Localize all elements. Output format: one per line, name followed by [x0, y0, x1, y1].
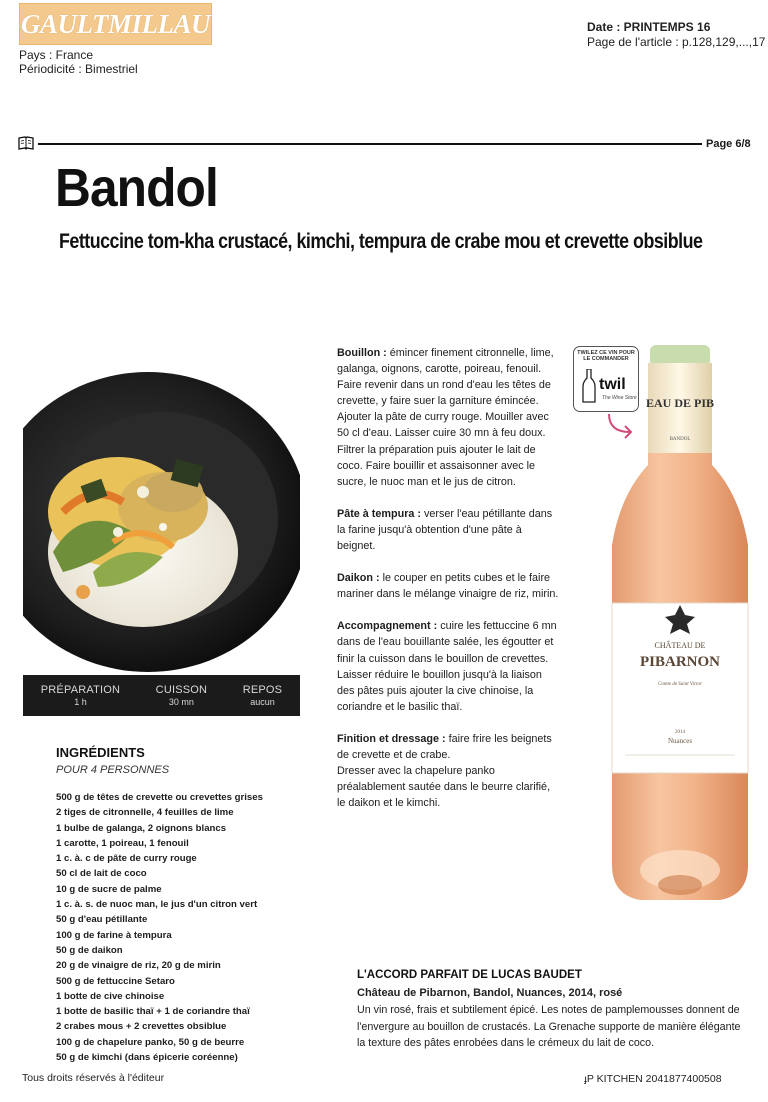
step-label: Finition et dressage :: [337, 732, 446, 745]
ingredient-item: 50 g de kimchi (dans épicerie coréenne): [56, 1052, 238, 1064]
ingredients-title: INGRÉDIENTS: [56, 745, 145, 760]
twil-callout[interactable]: [573, 346, 639, 412]
ingredient-item: 1 botte de basilic thaï + 1 de coriandre thaï: [56, 1006, 250, 1018]
ingredient-item: 10 g de sucre de palme: [56, 883, 162, 895]
article-subtitle: Fettuccine tom-kha crustacé, kimchi, tempura de crabe mou et crevette obsiblue: [59, 229, 703, 253]
bottle-cuvee: Nuances: [667, 737, 693, 745]
ingredient-item: 50 cl de lait de coco: [56, 868, 147, 880]
step-text: cuire les fettuccine 6 mn dans de l'eau bouillante salée, les égoutter et finir la cuisson dans le bouillon de crevettes. Laisser réduire le bouillon jusqu'à la liaison des pâtes puis ajouter la cive chinoise, la coriandre et le basilic thaï.: [337, 620, 557, 713]
bottle-neck-label: EAU DE PIB: [645, 396, 715, 410]
preparation-info: [41, 684, 120, 707]
method-step-accompagnement: [337, 618, 560, 715]
bottle-chateau-line2: PIBARNON: [639, 654, 721, 670]
accord-text: Un vin rosé, frais et subtilement épicé. Les notes de pamplemousses donnent de l'envergure au bouillon de crustacés. La Grenache supporte de manière élégante la texture des pâtes enrobées dans le crémeux du lait de coco.: [357, 1004, 741, 1049]
method-step-tempura: [337, 506, 560, 554]
publication-logo: [19, 3, 212, 45]
ingredient-item: 2 crabes mous + 2 crevettes obsiblue: [56, 1021, 227, 1033]
ingredient-item: 50 g d'eau pétillante: [56, 914, 148, 926]
ingredient-item: 100 g de chapelure panko, 50 g de beurre: [56, 1036, 245, 1048]
step-text: verser l'eau pétillante dans la farine jusqu'à obtention d'une pâte à beignet.: [337, 507, 553, 553]
article-title: Bandol: [55, 158, 218, 218]
footer-ref: ɟP KITCHEN 2041877400508: [584, 1073, 722, 1085]
ingredients-list: [56, 790, 263, 1065]
ingredients-servings: POUR 4 PERSONNES: [56, 764, 170, 776]
info-label: PRÉPARATION: [40, 684, 121, 696]
ingredient-item: 1 botte de cive chinoise: [56, 990, 165, 1002]
logo-text: GAULTMILLAU: [20, 8, 210, 39]
twil-callout-text: TWILEZ CE VIN POUR LE COMMANDER: [577, 350, 635, 362]
accord-wine: Château de Pibarnon, Bandol, Nuances, 2014, rosé: [357, 987, 623, 999]
footer-rights: Tous droits réservés à l'éditeur: [22, 1072, 165, 1084]
twil-tagline: The Wine Store: [602, 395, 637, 401]
ingredient-item: 50 g de daikon: [56, 944, 123, 956]
ingredient-item: 1 bulbe de galanga, 2 oignons blancs: [56, 822, 227, 834]
method-step-finition: [337, 731, 560, 811]
rest-info: [243, 684, 283, 707]
step-label: Daikon :: [337, 572, 380, 585]
ingredient-item: 1 carotte, 1 poireau, 1 fenouil: [56, 837, 189, 849]
ingredient-item: 500 g de têtes de crevette ou crevettes grises: [56, 792, 263, 803]
ingredient-item: 100 g de farine à tempura: [56, 929, 172, 941]
accord-title: L'ACCORD PARFAIT DE LUCAS BAUDET: [357, 969, 582, 981]
ingredient-item: 500 g de fettuccine Setaro: [56, 975, 175, 987]
book-icon: [18, 136, 34, 150]
article-pages: Page de l'article : p.128,129,...,17: [587, 35, 766, 49]
dish-photo: [23, 342, 300, 716]
issue-date: Date : PRINTEMPS 16: [587, 20, 711, 34]
info-label: REPOS: [242, 684, 283, 696]
info-value: 1 h: [74, 697, 87, 707]
arrow-icon: [606, 412, 636, 440]
country: Pays : France: [19, 48, 94, 62]
step-text: émincer finement citronnelle, lime, galanga, oignons, carotte, poireau, fenouil. Faire revenir dans un rond d'eau les têtes de crevette, y faire suer la garniture émincée. Ajouter la pâte de curry rouge. Mouiller avec 50 cl d'eau. Laisser cuire 30 mn à feu doux. Filtrer la préparation puis ajouter le lait de coco. Faire bouillir et assaisonner avec le sucre, le nuoc man et le jus de citron.: [337, 347, 554, 488]
footer-ref-text: KITCHEN 2041877400508: [596, 1073, 722, 1085]
method-step-bouillon: [337, 345, 560, 490]
step-label: Pâte à tempura :: [337, 507, 422, 520]
header-rule: [38, 143, 702, 145]
article-meta: [587, 20, 765, 50]
ingredient-item: 1 c. à. c de pâte de curry rouge: [56, 853, 197, 865]
method-step-daikon: [337, 570, 560, 602]
twil-brand: twil: [599, 376, 626, 393]
bottle-chateau-line1: CHÂTEAU DE: [654, 641, 706, 650]
info-value: aucun: [250, 697, 275, 707]
recipe-info-bar: [23, 675, 300, 716]
cooking-info: [156, 684, 208, 707]
recipe-method: [337, 345, 560, 827]
step-text: faire frire les beignets de crevette et de crabe. Dresser avec la chapelure panko préalablement sautée dans le beurre clarifié, le daikon et le kimchi.: [337, 732, 552, 810]
info-value: 30 mn: [168, 697, 194, 707]
bottle-neck-sub: BANDOL: [669, 437, 691, 442]
periodicity: Périodicité : Bimestriel: [19, 62, 138, 76]
ingredient-item: 2 tiges de citronnelle, 4 feuilles de lime: [56, 807, 234, 819]
publication-meta: [19, 48, 138, 76]
step-label: Accompagnement :: [337, 620, 438, 633]
ingredient-item: 20 g de vinaigre de riz, 20 g de mirin: [56, 960, 221, 972]
ingredient-item: 1 c. à. s. de nuoc man, le jus d'un citron vert: [56, 899, 258, 911]
step-label: Bouillon :: [337, 347, 387, 359]
info-label: CUISSON: [155, 684, 208, 696]
step-text: le couper en petits cubes et le faire mariner dans le mélange vinaigre de riz, mirin.: [337, 572, 559, 601]
bottle-script: Comte de Saint Victor: [658, 682, 702, 687]
bottle-year: 2014: [675, 730, 685, 735]
bottle-icon: [582, 369, 596, 403]
page-number: Page 6/8: [706, 138, 751, 150]
